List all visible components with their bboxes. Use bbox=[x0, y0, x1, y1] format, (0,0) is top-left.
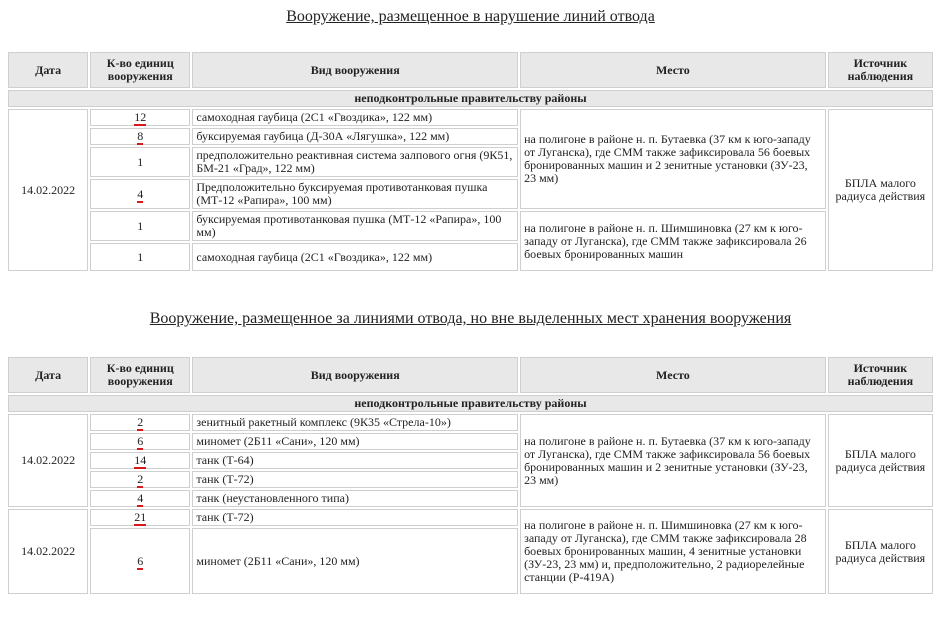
weapons-table-beyond-withdrawal bbox=[6, 355, 935, 596]
date-cell: 14.02.2022 bbox=[8, 509, 88, 594]
table-header-row bbox=[8, 357, 933, 393]
group-label: неподконтрольные правительству районы bbox=[8, 395, 933, 412]
section-title-beyond-withdrawal: Вооружение, размещенное за линиями отвода, но вне выделенных мест хранения вооружения bbox=[149, 310, 792, 327]
source-cell: БПЛА малого радиуса действия bbox=[828, 109, 933, 271]
header-weapon-type: Вид вооружения bbox=[192, 357, 518, 393]
weapon-type-cell: миномет (2Б11 «Сани», 120 мм) bbox=[192, 528, 518, 594]
quantity-cell: 2 bbox=[90, 414, 190, 431]
header-source: Источник наблюдения bbox=[828, 52, 933, 88]
weapon-type-cell: Предположительно буксируемая противотанковая пушка (МТ-12 «Рапира», 100 мм) bbox=[192, 179, 518, 209]
weapon-type-cell: танк (Т-72) bbox=[192, 509, 518, 526]
weapons-table-violations bbox=[6, 50, 935, 273]
weapon-type-cell: буксируемая гаубица (Д-30А «Лягушка», 122 мм) bbox=[192, 128, 518, 145]
header-quantity: К-во единиц вооружения bbox=[90, 52, 190, 88]
table-row bbox=[8, 211, 933, 241]
section-title-violations: Вооружение, размещенное в нарушение линий отвода bbox=[286, 8, 655, 25]
header-date: Дата bbox=[8, 52, 88, 88]
group-label: неподконтрольные правительству районы bbox=[8, 90, 933, 107]
source-cell: БПЛА малого радиуса действия bbox=[828, 509, 933, 594]
quantity-cell: 14 bbox=[90, 452, 190, 469]
location-cell: на полигоне в районе н. п. Шимшиновка (27 км к юго-западу от Луганска), где СММ также зафиксировала 26 боевых бронированных машин bbox=[520, 211, 826, 271]
weapon-type-cell: танк (неустановленного типа) bbox=[192, 490, 518, 507]
quantity-cell: 8 bbox=[90, 128, 190, 145]
quantity-cell: 21 bbox=[90, 509, 190, 526]
location-cell: на полигоне в районе н. п. Шимшиновка (27 км к юго-западу от Луганска), где СММ также зафиксировала 28 боевых бронированных машин, 4 зенитные установки (ЗУ-23, 23 мм) и, предположительно, 2 радиорелейные станции (Р-419А) bbox=[520, 509, 826, 594]
quantity-cell: 1 bbox=[90, 147, 190, 177]
weapon-type-cell: самоходная гаубица (2С1 «Гвоздика», 122 мм) bbox=[192, 109, 518, 126]
quantity-cell: 12 bbox=[90, 109, 190, 126]
quantity-cell: 1 bbox=[90, 211, 190, 241]
weapon-type-cell: самоходная гаубица (2С1 «Гвоздика», 122 мм) bbox=[192, 243, 518, 271]
group-row bbox=[8, 395, 933, 412]
quantity-cell: 6 bbox=[90, 433, 190, 450]
weapon-type-cell: миномет (2Б11 «Сани», 120 мм) bbox=[192, 433, 518, 450]
source-cell: БПЛА малого радиуса действия bbox=[828, 414, 933, 507]
quantity-cell: 1 bbox=[90, 243, 190, 271]
quantity-cell: 4 bbox=[90, 490, 190, 507]
weapon-type-cell: зенитный ракетный комплекс (9К35 «Стрела-10») bbox=[192, 414, 518, 431]
header-weapon-type: Вид вооружения bbox=[192, 52, 518, 88]
weapon-type-cell: предположительно реактивная система залпового огня (9К51, БМ-21 «Град», 122 мм) bbox=[192, 147, 518, 177]
weapon-type-cell: танк (Т-72) bbox=[192, 471, 518, 488]
quantity-cell: 4 bbox=[90, 179, 190, 209]
header-location: Место bbox=[520, 357, 826, 393]
header-source: Источник наблюдения bbox=[828, 357, 933, 393]
quantity-cell: 6 bbox=[90, 528, 190, 594]
header-date: Дата bbox=[8, 357, 88, 393]
location-cell: на полигоне в районе н. п. Бутаевка (37 км к юго-западу от Луганска), где СММ также зафиксировала 56 боевых бронированных машин и 2 зенитные установки (ЗУ-23, 23 мм) bbox=[520, 109, 826, 209]
table-row bbox=[8, 414, 933, 431]
quantity-cell: 2 bbox=[90, 471, 190, 488]
date-cell: 14.02.2022 bbox=[8, 109, 88, 271]
header-quantity: К-во единиц вооружения bbox=[90, 357, 190, 393]
table-header-row bbox=[8, 52, 933, 88]
table-row bbox=[8, 109, 933, 126]
date-cell: 14.02.2022 bbox=[8, 414, 88, 507]
table-row bbox=[8, 509, 933, 526]
weapon-type-cell: танк (Т-64) bbox=[192, 452, 518, 469]
weapon-type-cell: буксируемая противотанковая пушка (МТ-12 «Рапира», 100 мм) bbox=[192, 211, 518, 241]
group-row bbox=[8, 90, 933, 107]
header-location: Место bbox=[520, 52, 826, 88]
location-cell: на полигоне в районе н. п. Бутаевка (37 км к юго-западу от Луганска), где СММ также зафиксировала 56 боевых бронированных машин и 2 зенитные установки (ЗУ-23, 23 мм) bbox=[520, 414, 826, 507]
